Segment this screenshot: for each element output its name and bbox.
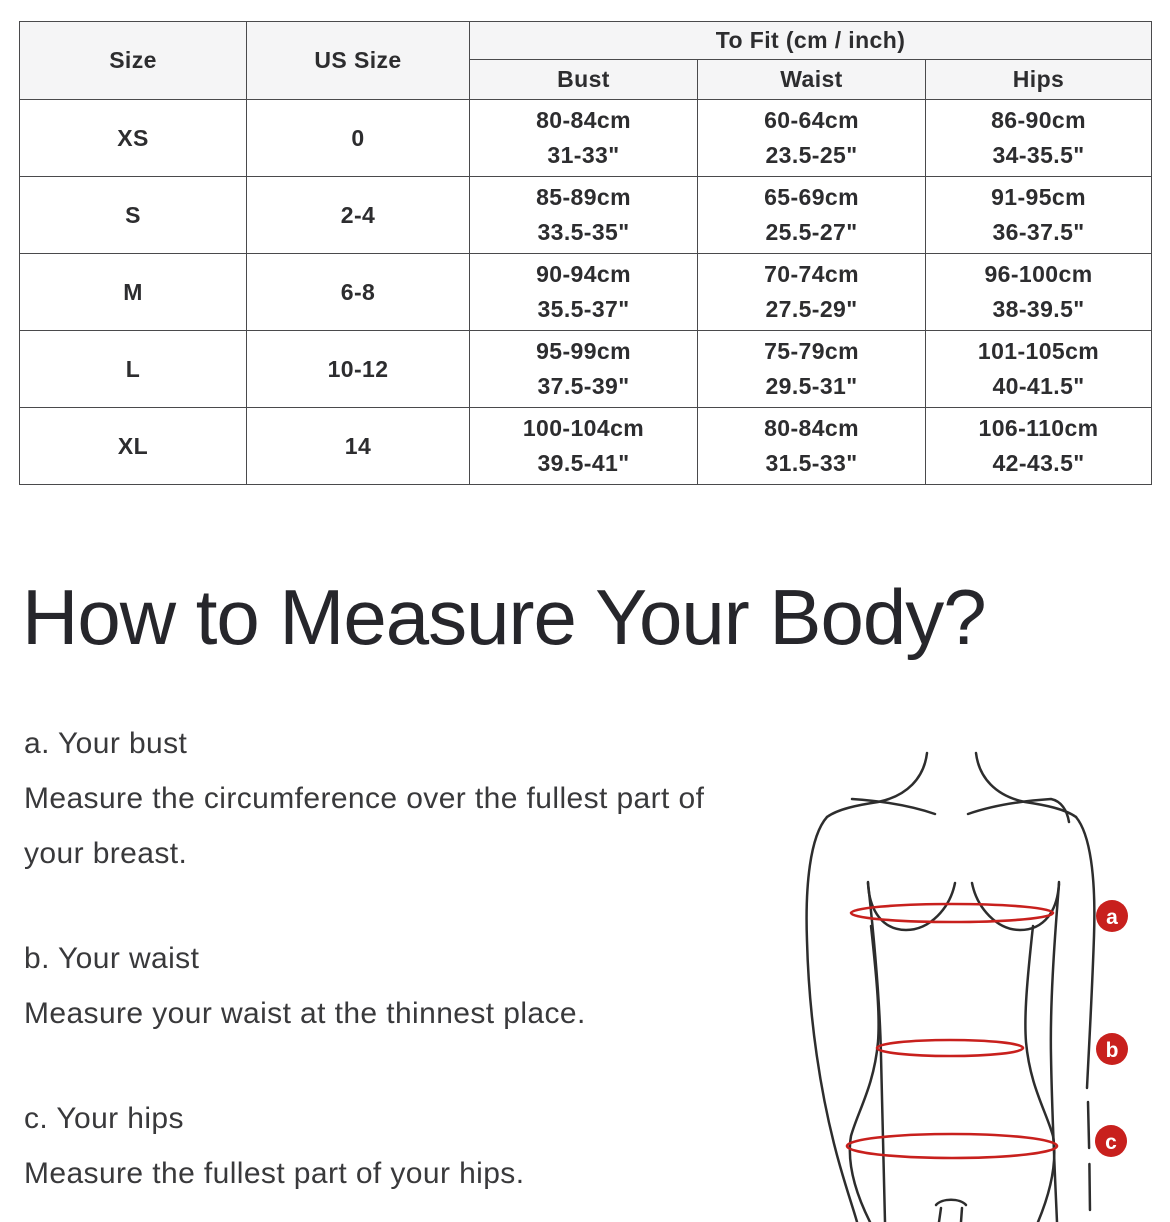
measure-instructions [24,716,784,1201]
hips-cell: 86-90cm 34-35.5" [926,100,1152,177]
instruction-description: Measure the circumference over the fullest part of your breast. [24,782,705,870]
instruction-label: a. Your bust [24,727,188,760]
us-size-column-header: US Size [247,22,470,100]
measure-section [0,573,1170,1201]
torso-outline [807,753,1095,1222]
bust-cell: 95-99cm 37.5-39" [470,331,698,408]
to-fit-header: To Fit (cm / inch) [470,22,1152,60]
size-column-header: Size [20,22,247,100]
waist-instruction [24,931,784,1041]
size-chart-table [19,21,1152,485]
table-row [20,331,1152,408]
bust-cell: 100-104cm 39.5-41" [470,408,698,485]
table-row [20,100,1152,177]
waist-badge-label: b [1105,1039,1119,1062]
instruction-label: c. Your hips [24,1102,184,1135]
bust-cell: 90-94cm 35.5-37" [470,254,698,331]
hips-cell: 101-105cm 40-41.5" [926,331,1152,408]
us-size-cell: 2-4 [247,177,470,254]
header-row-top [20,22,1152,60]
waist-cell: 80-84cm 31.5-33" [698,408,926,485]
hips-column-header: Hips [926,60,1152,100]
size-cell: L [20,331,247,408]
hips-instruction [24,1091,784,1201]
size-cell: S [20,177,247,254]
bust-instruction [24,716,784,881]
table-row [20,408,1152,485]
bust-badge-label: a [1106,906,1118,929]
table-row [20,254,1152,331]
size-cell: XS [20,100,247,177]
instruction-description: Measure the fullest part of your hips. [24,1157,525,1190]
instruction-description: Measure your waist at the thinnest place. [24,997,586,1030]
size-cell: M [20,254,247,331]
hips-cell: 96-100cm 38-39.5" [926,254,1152,331]
waist-cell: 60-64cm 23.5-25" [698,100,926,177]
bust-cell: 85-89cm 33.5-35" [470,177,698,254]
waist-cell: 65-69cm 25.5-27" [698,177,926,254]
hips-measure-line [847,1134,1057,1158]
size-guide-page [0,21,1170,1201]
size-chart-section [0,21,1170,485]
bust-column-header: Bust [470,60,698,100]
bust-cell: 80-84cm 31-33" [470,100,698,177]
instruction-label: b. Your waist [24,942,200,975]
hips-cell: 106-110cm 42-43.5" [926,408,1152,485]
hips-cell: 91-95cm 36-37.5" [926,177,1152,254]
us-size-cell: 0 [247,100,470,177]
waist-cell: 70-74cm 27.5-29" [698,254,926,331]
hips-badge-label: c [1105,1131,1117,1154]
waist-column-header: Waist [698,60,926,100]
page-title: How to Measure Your Body? [22,573,986,661]
us-size-cell: 14 [247,408,470,485]
us-size-cell: 10-12 [247,331,470,408]
table-row [20,177,1152,254]
bust-measure-line [851,904,1053,922]
size-cell: XL [20,408,247,485]
us-size-cell: 6-8 [247,254,470,331]
waist-measure-line [877,1040,1023,1056]
measure-badges [1095,900,1128,1157]
body-measurement-diagram-icon [800,736,1170,1222]
waist-cell: 75-79cm 29.5-31" [698,331,926,408]
